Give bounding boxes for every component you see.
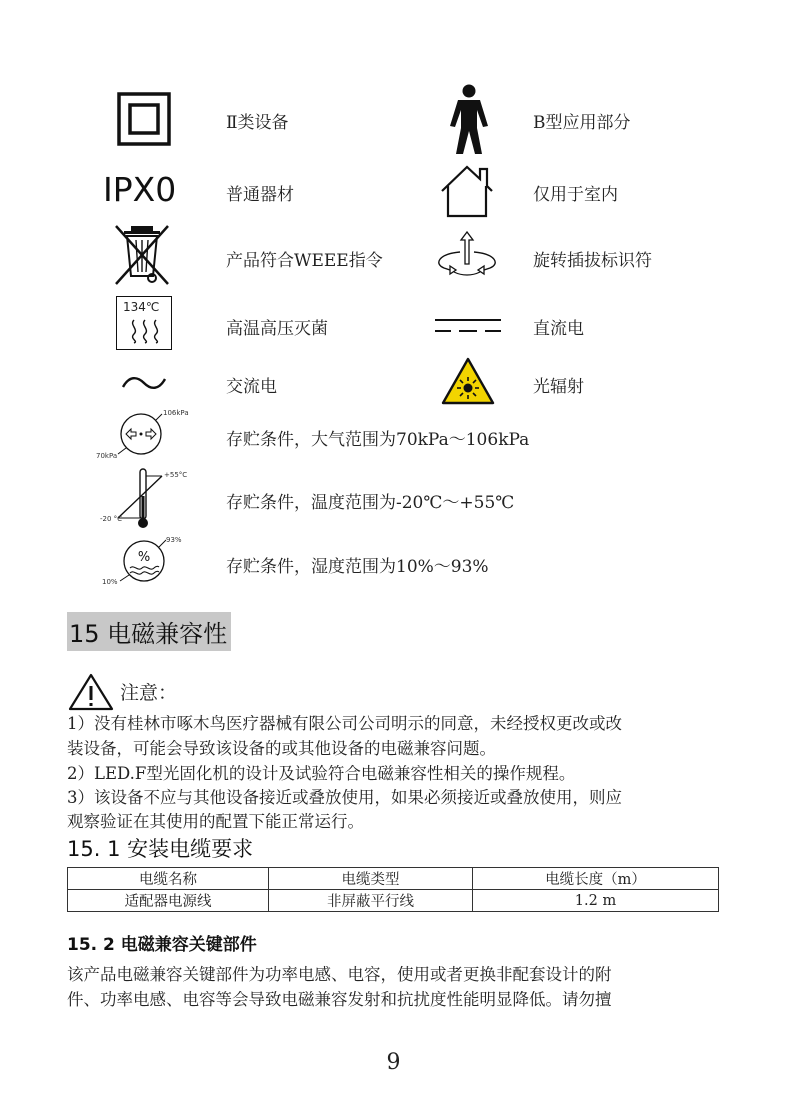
class-ii-icon — [117, 92, 171, 146]
type-b-applied-part-icon — [444, 84, 494, 156]
temperature-text: 存贮条件，温度范围为-20℃～+55℃ — [226, 493, 515, 513]
ipx0-mark: IPX0 — [103, 170, 177, 209]
direct-current-icon — [434, 316, 502, 336]
section-15-1-title: 15. 1 安装电缆要求 — [67, 837, 254, 861]
table-cell: 1.2 m — [473, 890, 719, 912]
pressure-text: 存贮条件，大气范围为70kPa～106kPa — [226, 430, 530, 450]
section-15-2-line-2: 件、功率电感、电容等会导致电磁兼容发射和抗扰度性能明显降低。请勿擅 — [67, 990, 612, 1009]
optical-radiation-warning-icon — [441, 357, 495, 405]
cable-requirements-table — [67, 867, 719, 912]
ordinary-label: 普通器材 — [226, 185, 294, 205]
dc-label: 直流电 — [533, 319, 584, 339]
notice-item-3-line-2: 观察验证在其使用的配置下能正常运行。 — [67, 812, 364, 831]
temp-lo-label: -20 °C — [100, 515, 123, 523]
weee-label: 产品符合WEEE指令 — [226, 251, 383, 271]
notice-item-1-line-2: 装设备，可能会导致该设备的或其他设备的电磁兼容问题。 — [67, 739, 496, 758]
autoclave-temp-text: 134℃ — [123, 300, 160, 314]
table-row — [68, 890, 719, 912]
notice-item-1-line-1: 1）没有桂林市啄木鸟医疗器械有限公司公司明示的同意，未经授权更改或改 — [67, 714, 622, 733]
notice-item-3-line-1: 3）该设备不应与其他设备接近或叠放使用，如果必须接近或叠放使用，则应 — [67, 788, 622, 807]
radiation-label: 光辐射 — [533, 377, 584, 397]
notice-item-2: 2）LED.F型光固化机的设计及试验符合电磁兼容性相关的操作规程。 — [67, 764, 576, 783]
table-header-row — [68, 868, 719, 890]
notice-label: 注意： — [120, 682, 178, 704]
svg-text:%: % — [137, 550, 151, 565]
table-cell: 适配器电源线 — [68, 890, 269, 912]
alternating-current-icon — [121, 374, 167, 392]
humidity-text: 存贮条件，湿度范围为10%～93% — [226, 557, 489, 577]
type-b-label: B型应用部分 — [533, 113, 631, 133]
weee-crossed-bin-icon — [112, 222, 172, 288]
table-header-cell: 电缆长度（m） — [473, 868, 719, 890]
ac-label: 交流电 — [226, 377, 277, 397]
humidity-hi-label: 93% — [166, 536, 182, 544]
rotate-plug-icon — [432, 230, 502, 280]
indoor-use-house-icon — [436, 163, 498, 219]
caution-warning-icon — [67, 672, 115, 712]
page-number: 9 — [386, 1050, 401, 1075]
table-header-cell: 电缆类型 — [269, 868, 473, 890]
humidity-lo-label: 10% — [102, 578, 118, 586]
humidity-limit-icon — [100, 535, 192, 587]
indoor-label: 仅用于室内 — [533, 185, 618, 205]
table-cell: 非屏蔽平行线 — [269, 890, 473, 912]
section-15-title: 15 电磁兼容性 — [67, 612, 231, 651]
steam-waves-icon — [126, 318, 164, 344]
section-15-2-title: 15. 2 电磁兼容关键部件 — [67, 935, 257, 955]
autoclave-label: 高温高压灭菌 — [226, 319, 328, 339]
pressure-limit-icon — [96, 408, 190, 462]
pressure-lo-label: 70kPa — [96, 452, 118, 460]
temp-hi-label: +55°C — [164, 471, 188, 479]
class-ii-label: Ⅱ类设备 — [226, 113, 289, 133]
rotate-label: 旋转插拔标识符 — [533, 251, 652, 271]
table-header-cell: 电缆名称 — [68, 868, 269, 890]
autoclave-134c-icon — [116, 296, 172, 350]
pressure-hi-label: 106kPa — [163, 409, 189, 417]
section-15-2-line-1: 该产品电磁兼容关键部件为功率电感、电容，使用或者更换非配套设计的附 — [67, 965, 612, 984]
temperature-limit-icon — [98, 466, 198, 530]
